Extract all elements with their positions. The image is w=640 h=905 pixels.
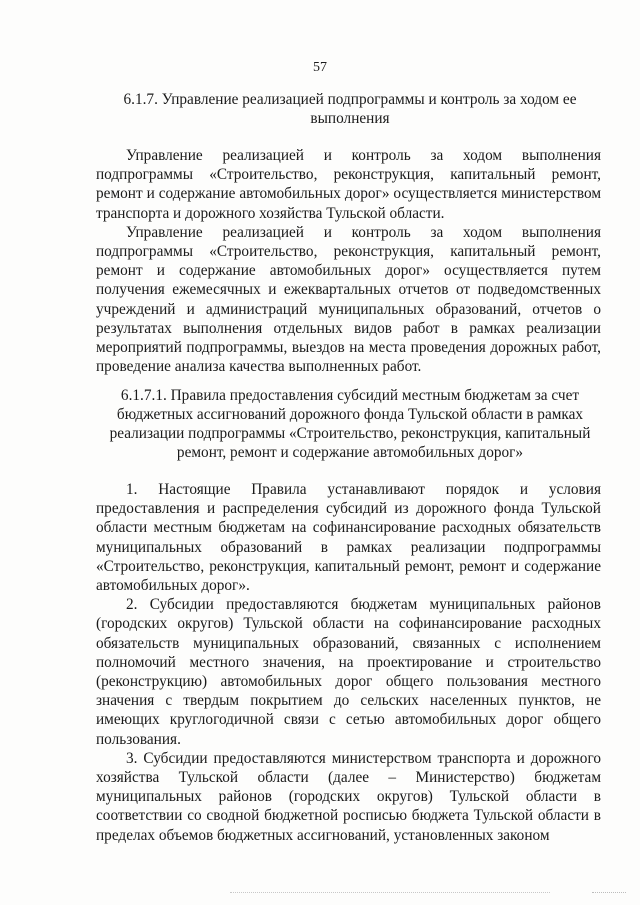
section-body [96,146,601,376]
rule-paragraph: 3. Субсидии предоставляются министерством транспорта и дорожного хозяйства Тульской области (далее – Министерство) бюджетам муниципальных районов (городских округов) Тульской области в соответствии со сводной бюджетной росписью бюджета Тульской области в пределах объемов бюджетных ассигнований, установленных законом [96,749,601,844]
rules-body [96,480,601,845]
paragraph: Управление реализацией и контроль за ходом выполнения подпрограммы «Строительство, реконструкция, капитальный ремонт, ремонт и содержание автомобильных дорог» осуществляется путем получения ежемесячных и ежеквартальных отчетов от подведомственных учреждений и администраций муниципальных образований, отчетов о результатах выполнения отдельных видов работ в рамках реализации мероприятий подпрограммы, выездов на места проведения дорожных работ, проведение анализа качества выполненных работ. [96,223,601,376]
section-heading: 6.1.7. Управление реализацией подпрограммы и контроль за ходом ее выполнения [123,91,577,127]
rule-paragraph: 2. Субсидии предоставляются бюджетам муниципальных районов (городских округов) Тульской области на софинансирование расходных обязательств муниципальных образований, связанных с исполнением полномочий местного значения, на проектирование и строительство (реконструкцию) автомобильных дорог общего пользования местного значения с твердым покрытием до сельских населенных пунктов, не имеющих круглогодичной связи с сетью автомобильных дорог общего пользования. [96,596,601,748]
paragraph: Управление реализацией и контроль за ходом выполнения подпрограммы «Строительство, реконструкция, капитальный ремонт, ремонт и содержание автомобильных дорог» осуществляется министерством транспорта и дорожного хозяйства Тульской области. [96,147,601,222]
subsection-heading: 6.1.7.1. Правила предоставления субсидий местным бюджетам за счет бюджетных ассигнований дорожного фонда Тульской области в рамках реализации подпрограммы «Строительство, реконструкция, капитальный ремонт, ремонт и содержание автомобильных дорог» [109,387,591,461]
page-number: 57 [313,60,327,75]
footer-scan-mark [592,892,626,894]
footer-scan-line [230,892,550,894]
rule-paragraph: 1. Настоящие Правила устанавливают порядок и условия предоставления и распределения субсидий из дорожного фонда Тульской области местным бюджетам на софинансирование расходных обязательств муниципальных образований в рамках реализации подпрограммы «Строительство, реконструкция, капитальный ремонт, ремонт и содержание автомобильных дорог». [96,481,601,595]
